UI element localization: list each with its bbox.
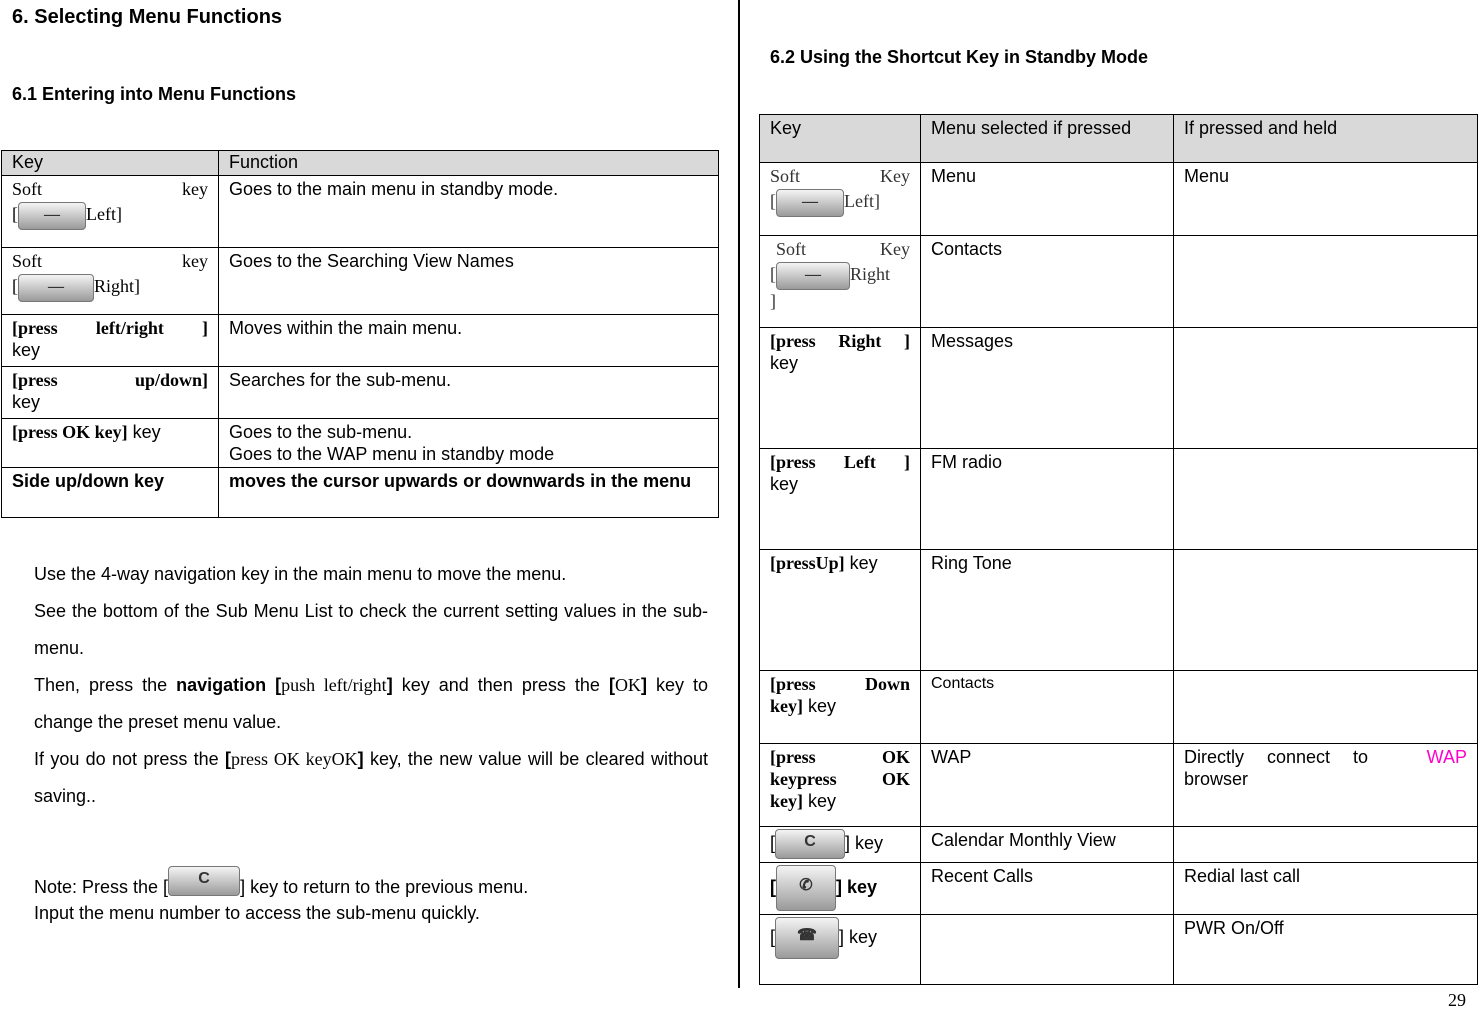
table-row: [760, 744, 1478, 827]
soft-key-right-icon: —: [776, 262, 850, 290]
paragraph: Use the 4-way navigation key in the main menu to move the menu.: [34, 564, 567, 584]
note: [34, 866, 528, 924]
soft-key-left-icon: —: [18, 202, 86, 230]
table-row: [760, 328, 1478, 449]
key-text: Right]: [94, 276, 141, 297]
table-row: [760, 449, 1478, 550]
soft-key-right-icon: —: [18, 274, 94, 302]
bracket: [: [12, 276, 18, 297]
key-text: ] key: [839, 926, 878, 947]
text-run: key, the new value will be cleared without saving..: [34, 749, 708, 806]
paragraph: [34, 741, 708, 815]
function-cell: Goes to the sub-menu.: [229, 422, 413, 442]
text-run: key to change the preset menu value.: [34, 675, 709, 732]
function-cell: moves the cursor upwards or downwards in the menu: [219, 468, 719, 518]
table-row: Soft Key [ — Left] Menu Menu: [760, 163, 1478, 236]
text-run: key and then press the: [392, 675, 609, 695]
key-text: key: [803, 791, 837, 811]
key-text: ] key: [836, 876, 878, 897]
page-title: 6. Selecting Menu Functions: [12, 6, 283, 28]
text-run: ]: [386, 675, 393, 695]
table-row: [2, 419, 719, 468]
key-text: [press Right ]: [770, 331, 910, 351]
key-text: key]: [770, 696, 803, 716]
key-text: keypress OK: [770, 769, 910, 789]
held-cell: [1174, 236, 1478, 328]
key-text: key: [182, 179, 208, 199]
col-header-key: Key: [760, 115, 921, 163]
col-header-key: Key: [2, 151, 219, 176]
menu-cell: Ring Tone: [921, 550, 1174, 671]
text-run: If you do not press the: [34, 749, 226, 769]
page-number: 29: [1448, 990, 1466, 1010]
key-text: [press Left ]: [770, 452, 910, 472]
function-cell: Goes to the Searching View Names: [219, 248, 719, 315]
held-cell: Menu: [1174, 163, 1478, 236]
held-cell: [1174, 449, 1478, 550]
key-text: key]: [770, 791, 803, 811]
key-text: [pressUp]: [770, 553, 845, 573]
held-text: Directly connect to: [1184, 747, 1369, 767]
key-text: key: [12, 340, 41, 360]
clear-key-icon: C: [168, 866, 240, 896]
held-cell: [1174, 328, 1478, 449]
body-text: [34, 556, 708, 815]
text-run: [: [608, 675, 615, 695]
key-text: [press Down: [770, 674, 910, 694]
held-cell: PWR On/Off: [1174, 915, 1478, 985]
menu-cell: Recent Calls: [921, 863, 1174, 915]
table-row: [2, 248, 719, 315]
menu-cell: Contacts: [921, 236, 1174, 328]
text-run: ]: [357, 749, 364, 769]
key-text: Key: [880, 239, 910, 259]
text-run: navigation [: [176, 675, 282, 695]
text-run: [: [225, 749, 232, 769]
wap-label: WAP: [1426, 747, 1467, 767]
table-row: [760, 671, 1478, 744]
text-run: Then, press the: [34, 675, 177, 695]
paragraph: See the bottom of the Sub Menu List to check the current setting values in the sub-menu.: [34, 601, 708, 658]
key-text: key: [770, 353, 799, 373]
end-power-key-icon: ☎: [775, 917, 839, 959]
key-text: Left]: [86, 204, 122, 225]
menu-cell: Contacts: [921, 671, 1174, 744]
key-text: key: [182, 251, 208, 271]
function-cell: Moves within the main menu.: [219, 315, 719, 367]
table-row: [760, 550, 1478, 671]
menu-cell: WAP: [921, 744, 1174, 827]
key-text: [: [770, 876, 776, 897]
key-text: Soft: [12, 251, 43, 271]
paragraph: [34, 667, 708, 741]
table-row: [2, 367, 719, 419]
key-text: key: [127, 422, 161, 442]
menu-cell: Messages: [921, 328, 1174, 449]
menu-cell: Calendar Monthly View: [921, 827, 1174, 863]
held-cell: [1174, 827, 1478, 863]
text-run: ]: [640, 675, 647, 695]
key-text: ]: [770, 291, 776, 311]
key-text: [: [770, 926, 776, 947]
column-divider: [738, 0, 740, 988]
key-text: Right: [850, 264, 891, 285]
function-cell: Goes to the main menu in standby mode.: [219, 176, 719, 248]
section-heading-6-2: 6.2 Using the Shortcut Key in Standby Mode: [770, 47, 1149, 67]
menu-functions-table: [1, 150, 719, 518]
text-run: push left/right: [281, 675, 387, 695]
table-row: [2, 468, 719, 518]
key-text: Soft: [776, 239, 807, 259]
menu-cell: [921, 915, 1174, 985]
col-header-menu: Menu selected if pressed: [921, 115, 1174, 163]
key-text: [: [770, 832, 776, 853]
soft-key-left-icon: —: [776, 189, 844, 217]
col-header-function: Function: [219, 151, 719, 176]
key-text: Key: [880, 166, 910, 186]
key-text: [press OK: [770, 747, 910, 767]
table-row: [760, 915, 1478, 985]
table-row: [2, 176, 719, 248]
section-heading-6-1: 6.1 Entering into Menu Functions: [12, 84, 297, 104]
send-call-key-icon: ✆: [776, 865, 836, 911]
text-run: press OK keyOK: [231, 749, 358, 769]
shortcut-key-table: [759, 114, 1478, 985]
table-row: [760, 863, 1478, 915]
key-text: Side up/down key: [2, 468, 219, 518]
clear-key-icon: C: [775, 829, 845, 859]
key-text: Soft: [12, 179, 43, 199]
key-text: key: [770, 474, 799, 494]
function-cell: Goes to the WAP menu in standby mode: [229, 444, 555, 464]
key-text: key: [803, 696, 837, 716]
held-text: browser: [1184, 769, 1249, 789]
key-text: key: [12, 392, 41, 412]
held-cell: Redial last call: [1174, 863, 1478, 915]
table-row: Soft Key [ — Right ] Contacts: [760, 236, 1478, 328]
key-text: [press left/right ]: [12, 318, 208, 338]
menu-cell: FM radio: [921, 449, 1174, 550]
note-text: Input the menu number to access the sub-menu quickly.: [34, 903, 480, 923]
held-cell: [1174, 671, 1478, 744]
note-text: Note: Press the [: [34, 877, 169, 897]
table-row: [760, 827, 1478, 863]
key-text: [press OK key]: [12, 422, 128, 442]
col-header-held: If pressed and held: [1174, 115, 1478, 163]
key-text: Soft: [770, 166, 801, 186]
function-cell: Searches for the sub-menu.: [219, 367, 719, 419]
table-row: [2, 315, 719, 367]
text-run: OK: [614, 675, 641, 695]
key-text: [press up/down]: [12, 370, 208, 390]
held-cell: [1174, 550, 1478, 671]
key-text: Left]: [844, 191, 880, 212]
bracket: [: [12, 204, 18, 225]
menu-cell: Menu: [921, 163, 1174, 236]
key-text: ] key: [845, 832, 884, 853]
note-text: ] key to return to the previous menu.: [240, 877, 529, 897]
key-text: key: [844, 553, 878, 573]
